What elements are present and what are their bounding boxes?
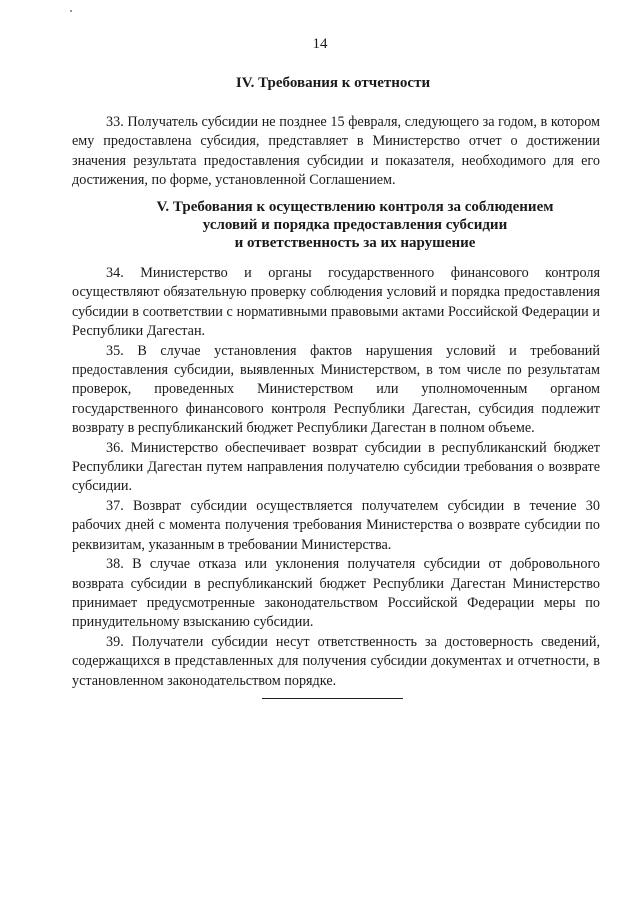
paragraph-38: 38. В случае отказа или уклонения получателя субсидии от добровольного возврата субсидии в республиканский бюджет Республики Дагестан Министерство принимает предусмотренные законодательством Российской Федерации меры по принудительному взысканию субсидии. [72,556,600,631]
paragraph-39: 39. Получатели субсидии несут ответственность за достоверность сведений, содержащихся в представленных для получения субсидии документах и отчетности, в установленном законодательством порядке. [72,633,600,689]
paragraph-35: 35. В случае установления фактов нарушения условий и требований предоставления субсидии, выявленных Министерством, в том числе по результатам проверок, проведенных Министерством или уполномоченным органом государственного финансового контроля Республики Дагестан, субсидия подлежит возврату в республиканский бюджет Республики Дагестан в полном объеме. [72,342,600,437]
page-number: 14 [312,36,328,52]
section-5-body [72,264,600,691]
scan-speck [70,10,72,12]
section-5-title-line-2: условий и порядка предоставления субсидии [202,217,508,233]
section-5-title-line-3: и ответственность за их нарушение [234,235,476,251]
section-4-body [72,113,600,191]
section-5-title [110,198,600,252]
paragraph-34: 34. Министерство и органы государственного финансового контроля осуществляют обязательную проверку соблюдения условий и порядка предоставления субсидии в соответствии с нормативными правовыми актами Российской Федерации и Республики Дагестан. [72,265,600,340]
paragraph-36: 36. Министерство обеспечивает возврат субсидии в республиканский бюджет Республики Дагестан путем направления получателю субсидии требования о возврате субсидии. [72,439,600,495]
closing-rule [262,698,403,699]
section-5-title-line-1: V. Требования к осуществлению контроля за соблюдением [156,199,554,215]
paragraph-33: 33. Получатель субсидии не позднее 15 февраля, следующего за годом, в котором ему предоставлена субсидия, представляет в Министерство отчет о достижении значения результата предоставления субсидии и показателя, необходимого для его достижения, по форме, установленной Соглашением. [72,114,600,189]
section-4-title-line: IV. Требования к отчетности [235,75,431,91]
section-4-title [60,74,606,92]
paragraph-37: 37. Возврат субсидии осуществляется получателем субсидии в течение 30 рабочих дней с момента получения требования Министерства о возврате субсидии по реквизитам, указанным в требовании Министерства. [72,497,600,553]
